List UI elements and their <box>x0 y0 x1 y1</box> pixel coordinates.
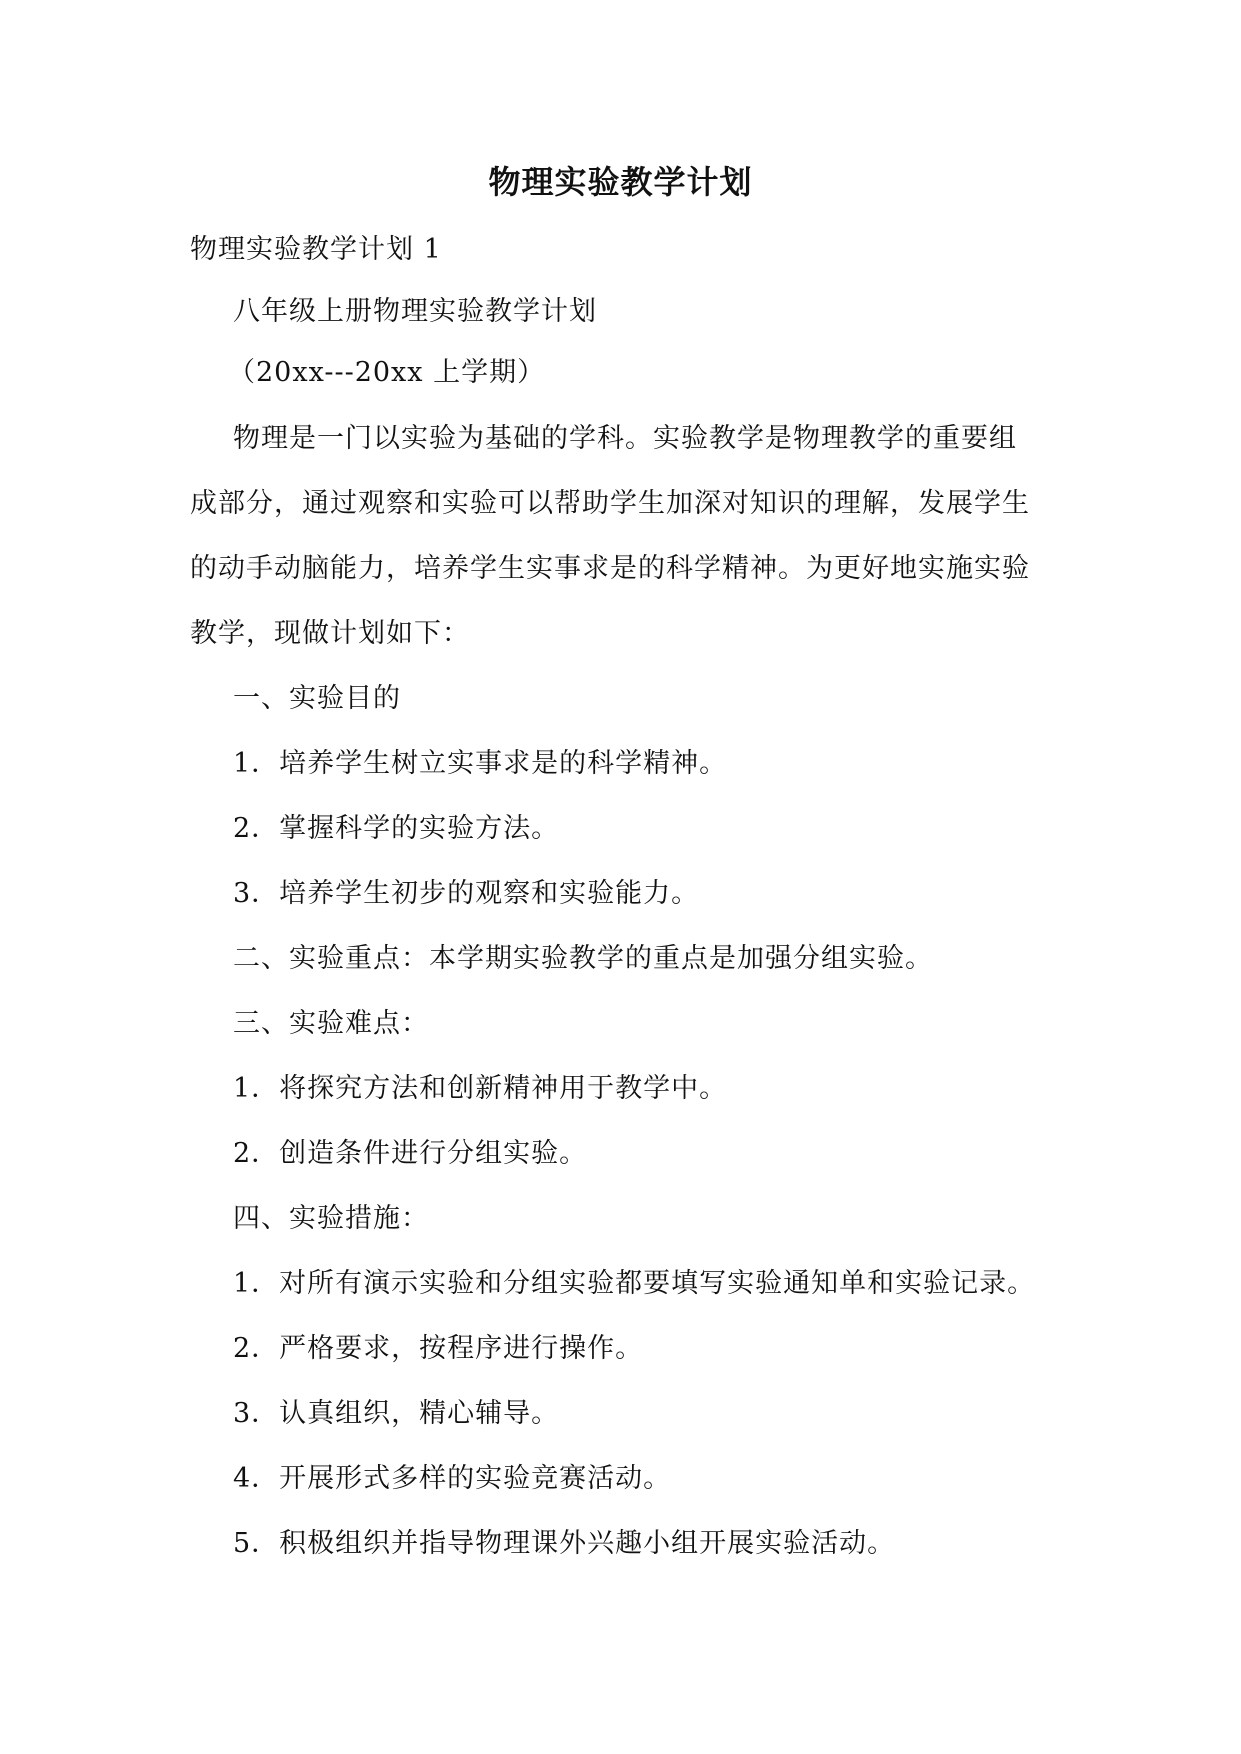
measure-item: 3．认真组织，精心辅导。 <box>233 1398 560 1429</box>
goal-item: 1．培养学生树立实事求是的科学精神。 <box>233 748 728 779</box>
measure-item: 5．积极组织并指导物理课外兴趣小组开展实验活动。 <box>233 1528 896 1559</box>
section-heading: 物理实验教学计划 1 <box>190 234 442 265</box>
measure-item: 4．开展形式多样的实验竞赛活动。 <box>233 1463 672 1494</box>
measure-item: 1．对所有演示实验和分组实验都要填写实验通知单和实验记录。 <box>233 1268 1036 1299</box>
difficulty-item: 1．将探究方法和创新精神用于教学中。 <box>233 1073 728 1104</box>
focus-line: 二、实验重点：本学期实验教学的重点是加强分组实验。 <box>233 943 933 974</box>
difficulties-heading: 三、实验难点： <box>233 1008 429 1039</box>
goals-heading: 一、实验目的 <box>233 683 401 714</box>
intro-paragraph-line: 成部分，通过观察和实验可以帮助学生加深对知识的理解，发展学生 <box>190 488 1030 519</box>
goal-item: 3．培养学生初步的观察和实验能力。 <box>233 878 700 909</box>
intro-paragraph-line: 的动手动脑能力，培养学生实事求是的科学精神。为更好地实施实验 <box>190 553 1030 584</box>
intro-paragraph-line: 物理是一门以实验为基础的学科。实验教学是物理教学的重要组 <box>233 423 1017 454</box>
intro-paragraph-line: 教学，现做计划如下： <box>190 618 470 649</box>
term-label: （20xx---20xx 上学期） <box>228 357 546 388</box>
document-title: 物理实验教学计划 <box>488 163 753 201</box>
measures-heading: 四、实验措施： <box>233 1203 429 1234</box>
subtitle: 八年级上册物理实验教学计划 <box>233 296 597 327</box>
goal-item: 2．掌握科学的实验方法。 <box>233 813 560 844</box>
measure-item: 2．严格要求，按程序进行操作。 <box>233 1333 644 1364</box>
difficulty-item: 2．创造条件进行分组实验。 <box>233 1138 588 1169</box>
